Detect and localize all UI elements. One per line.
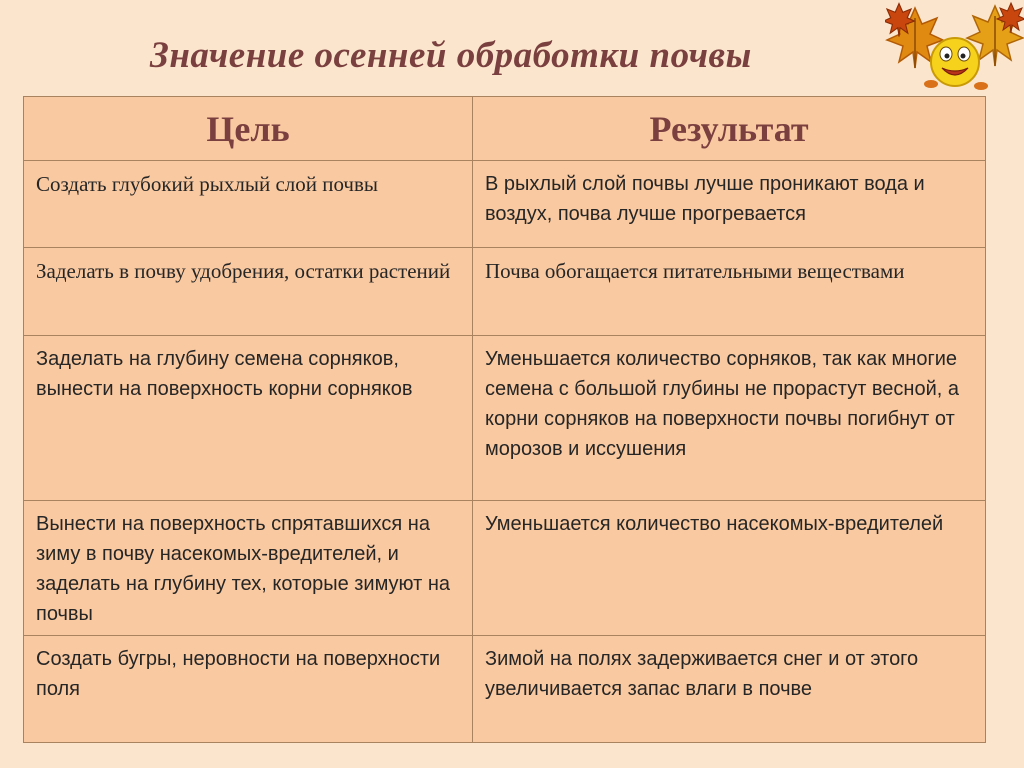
header-goal: Цель: [24, 97, 473, 161]
goal-cell: Создать глубокий рыхлый слой почвы: [24, 161, 473, 248]
goal-cell: Вынести на поверхность спрятавшихся на зиму в почву насекомых-вредителей, и заделать на глубину тех, которые зимуют на почвы: [24, 501, 473, 636]
result-cell: Уменьшается количество сорняков, так как многие семена с большой глубины не прорастут весной, а корни сорняков на поверхности почвы погибнут от морозов и иссушения: [473, 336, 986, 501]
slide-title: Значение осенней обработки почвы: [150, 35, 752, 76]
table-header-row: [24, 97, 986, 161]
table-row: [24, 161, 986, 248]
result-cell: Зимой на полях задерживается снег и от этого увеличивается запас влаги в почве: [473, 636, 986, 743]
table-row: [24, 336, 986, 501]
soil-table: [23, 96, 986, 743]
goal-cell: Заделать на глубину семена сорняков, вынести на поверхность корни сорняков: [24, 336, 473, 501]
table-row: [24, 636, 986, 743]
goal-cell: Заделать в почву удобрения, остатки растений: [24, 248, 473, 336]
result-cell: Уменьшается количество насекомых-вредителей: [473, 501, 986, 636]
result-cell: В рыхлый слой почвы лучше проникают вода и воздух, почва лучше прогревается: [473, 161, 986, 248]
result-cell: Почва обогащается питательными веществами: [473, 248, 986, 336]
goal-cell: Создать бугры, неровности на поверхности поля: [24, 636, 473, 743]
header-result: Результат: [473, 97, 986, 161]
table-row: [24, 501, 986, 636]
autumn-leaves-smiley-icon: [885, 0, 1024, 96]
table-row: [24, 248, 986, 336]
